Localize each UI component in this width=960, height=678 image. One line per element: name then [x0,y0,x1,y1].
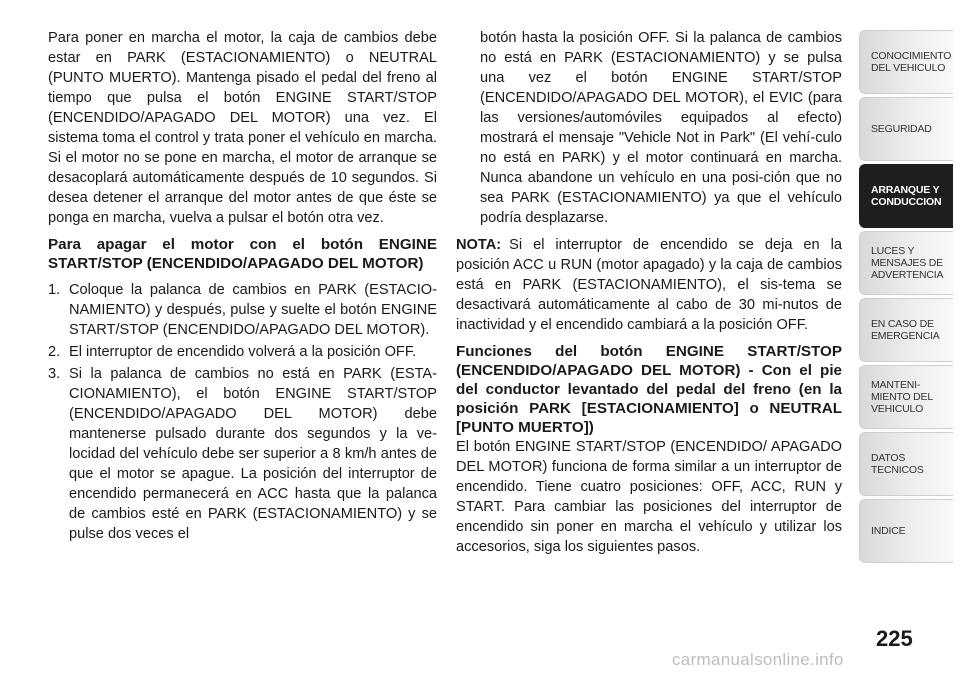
chapter-tabs [859,30,953,566]
tab-mantenimiento[interactable]: MANTENI- MIENTO DEL VEHICULO [859,365,953,429]
section-heading-button-functions: Funciones del botón ENGINE START/STOP (ENCENDIDO/APAGADO DEL MOTOR) - Con el pie del conductor levantado del pedal del freno (en la posición PARK [ESTACIONAMIENTO] o NEUTRAL [PUNTO MUERTO]) [456,343,842,436]
list-item: 3. Si la palanca de cambios no está en PARK (ESTA-CIONAMIENTO), el botón ENGINE START/STOP (ENCENDIDO/APAGADO DEL MOTOR) debe mantenerse pulsado durante dos segundos y la ve-locidad del vehículo debe ser superior a 8 km/h antes de que el motor se apague. La posición del interruptor de encendido permanecerá en ACC hasta que la palanca de cambios esté en PARK (ESTACIONAMIENTO) y se pulse dos veces el [48,366,437,542]
left-column [48,28,437,546]
tab-seguridad[interactable]: SEGURIDAD [859,97,953,161]
page-number: 225 [876,626,913,651]
note-paragraph [456,235,842,335]
continuation-paragraph: botón hasta la posición OFF. Si la palanca de cambios no está en PARK (ESTACIONAMIENTO) y se pulsa una vez el botón ENGINE START/STOP (ENCENDIDO/APAGADO DEL MOTOR), el EVIC (para las versiones/automóviles equipados al efecto) mostrará el mensaje "Vehicle Not in Park" (El vehí-culo no está en PARK) y el motor continuará en marcha. Nunca abandone un vehículo en una posi-ción que no sea PARK (ESTACIONAMIENTO) ya que el vehículo podría desplazarse. [480,30,842,226]
tab-conocimiento[interactable]: CONOCIMIENTO DEL VEHICULO [859,30,953,94]
watermark: carmanualsonline.info [672,650,844,669]
list-item: 1. Coloque la palanca de cambios en PARK (ESTACIO-NAMIENTO) y después, pulse y suelte el botón ENGINE START/STOP (ENCENDIDO/APAGADO DEL MOTOR). [48,282,437,338]
tab-indice[interactable]: INDICE [859,499,953,563]
note-label: NOTA: [456,237,502,253]
intro-paragraph: Para poner en marcha el motor, la caja de cambios debe estar en PARK (ESTACIONAMIENTO) o NEUTRAL (PUNTO MUERTO). Mantenga pisado el pedal del freno al tiempo que pulsa el botón ENGINE START/STOP (ENCENDIDO/APAGADO DEL MOTOR) una vez. El sistema toma el control y trata poner el vehículo en marcha. Si el motor no se pone en marcha, el motor de arranque se desacoplará automáticamente después de 10 segundos. Si desea detener el arranque del motor antes de que éste se ponga en marcha, vuelva a pulsar el botón otra vez. [48,30,437,226]
steps-list [48,280,437,544]
right-column [456,28,842,557]
note-text: Si el interruptor de encendido se deja en la posición ACC u RUN (motor apagado) y la caja de cambios está en PARK (ESTACIONAMIENTO), el sis-tema se desactivará automáticamente al cabo de 30 mi-nutos de inactividad y el encendido cambiará a la posición OFF. [456,237,842,333]
section-heading-stop-engine: Para apagar el motor con el botón ENGINE START/STOP (ENCENDIDO/APAGADO DEL MOTOR) [48,236,437,272]
tab-emergencia[interactable]: EN CASO DE EMERGENCIA [859,298,953,362]
list-item: 2. El interruptor de encendido volverá a la posición OFF. [48,344,417,360]
tab-luces[interactable]: LUCES Y MENSAJES DE ADVERTENCIA [859,231,953,295]
tab-arranque[interactable]: ARRANQUE Y CONDUCCION [859,164,953,228]
body-paragraph: El botón ENGINE START/STOP (ENCENDIDO/ APAGADO DEL MOTOR) funciona de forma similar a un interruptor de encendido. Tiene cuatro posiciones: OFF, ACC, RUN y START. Para cambiar las posiciones del interruptor de encendido sin poner en marcha el vehículo y utilizar los accesorios, siga los siguientes pasos. [456,439,842,555]
tab-datos[interactable]: DATOS TECNICOS [859,432,953,496]
